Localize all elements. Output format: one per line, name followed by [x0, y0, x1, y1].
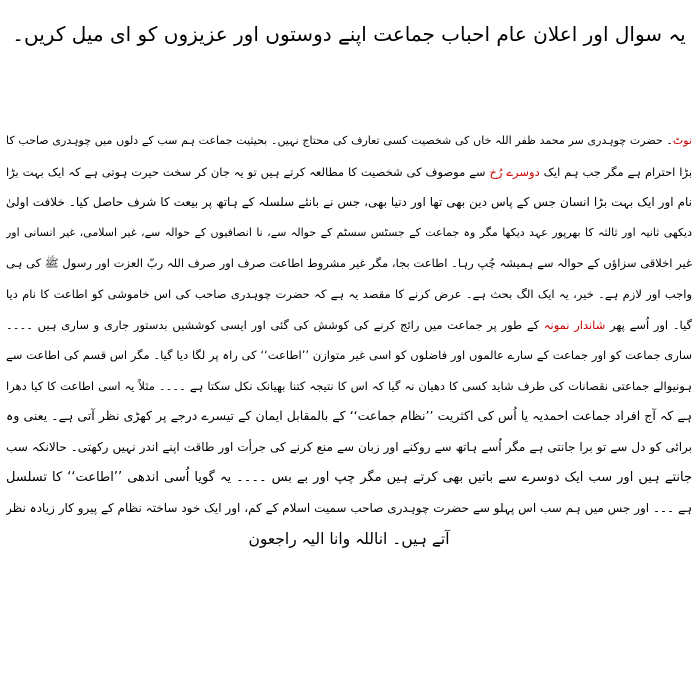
highlighted-phrase: شاندار نمونہ: [543, 317, 606, 332]
text-line-4: دیکھی ثانیہ اور ثالثہ کا بھرپور عہد دیکھا مگر وہ جماعت کے جسٹس سسٹم کے حوالہ سے، نا انصافیوں کے حوالہ سے، غیر اسلامی، غیر انسانی اور: [6, 225, 692, 239]
text-line-6: واجب اور لازم ہے۔ خیر، یہ ایک الگ بحث ہے۔ عرض کرنے کا مقصد یہ ہے کہ حضرت چوہدری صاحب کی اس خاموشی کو اطاعت کا نام دیا: [6, 286, 692, 301]
text-line-3: نام اور ایک بہت بڑا انسان جس کے پاس دین بھی تھا اور دنیا بھی، جس نے بانئے سلسلہ کے ہاتھ پر بیعت کا شرف حاصل کیا۔ خلافت اولیٰ: [6, 195, 692, 210]
text-line-11: برائی کو دل سے تو برا جانتی ہے مگر اُسے ہاتھ سے روکنے اور زبان سے منع کرنے کی جرأت اور طاقت اپنے اندر نہیں رکھتی۔ حالانکہ سب: [6, 439, 692, 454]
line-text: کے طور پر جماعت میں رائج کرنے کی کوشش کی گئی اور ایسی کوششیں بدستور جاری و ساری ہیں ۔۔۔۔: [6, 317, 540, 332]
text-line-13: ہے ۔۔۔ اور جس میں ہم سب اس پہلو سے حضرت چوہدری صاحب سمیت اسلام کے کم، اور ایک خود ساختہ نظام کے پیرو کار زیادہ نظر: [6, 501, 692, 516]
text-line-1: [6, 126, 692, 157]
line-text: گیا۔ اور اُسے پھر: [610, 317, 692, 332]
page-title: یہ سوال اور اعلان عام احباب جماعت اپنے دوستوں اور عزیزوں کو ای میل کریں۔: [12, 22, 686, 46]
text-line-2: [6, 157, 692, 188]
text-line-9: ہونیوالے جماعتی نقصانات کی طرف شاید کسی کا دھیان نہ گیا کہ اس کا نتیجہ کتنا بھیانک نکل سکتا ہے ۔۔۔۔ مثلاً یہ اسی اطاعت کا کیا دھرا: [6, 378, 692, 393]
line-text: بڑا احترام ہے مگر جب ہم ایک: [543, 164, 692, 179]
line-text: ۔ حضرت چوہدری سر محمد ظفر اللہ خاں کی شخصیت کسی تعارف کی محتاج نہیں۔ بحیثیت جماعت ہم سب کے دلوں میں چوہدری صاحب کا: [6, 134, 673, 147]
note-paragraph: [6, 126, 692, 554]
line-text: سے موصوف کی شخصیت کا مطالعہ کرتے ہیں تو یہ جان کر سخت حیرت ہوتی ہے کہ ایک بہت بڑا: [6, 164, 486, 179]
text-line-12: جانتے ہیں اور سب ایک دوسرے سے باتیں بھی کرتے ہیں مگر چپ اور بے بس ۔۔۔۔ یہ گویا اُسی اندھی ’’اطاعت‘‘ کا تسلسل: [6, 469, 692, 485]
text-line-7: [6, 310, 692, 341]
note-label: نوٹ: [672, 134, 692, 147]
text-line-8: ساری جماعت کو اور جماعت کے سارے عالموں اور فاضلوں کو اسی غیر متوازن ’’اطاعت‘‘ کی راہ پر لگا دیا گیا۔ مگر اس قسم کی اطاعت سے: [6, 348, 692, 363]
highlighted-phrase: دوسرے رُخ: [489, 164, 540, 179]
text-line-14: آتے ہیں۔ اناللہ وانا الیہ راجعون: [248, 529, 450, 548]
text-line-10: ہے کہ آج افراد جماعت احمدیہ یا اُس کی اکثریت ’’نظام جماعت‘‘ کے بالمقابل ایمان کے تیسرے درجے پر کھڑی نظر آتی ہے۔ یعنی وہ: [6, 408, 692, 424]
text-line-5: غیر اخلاقی سزاؤں کے حوالہ سے ہمیشہ چُپ رہا۔ اطاعت بجا، مگر غیر مشروط اطاعت صرف اور صرف اللہ ربّ العزت اور رسول ﷺ کی ہی: [6, 256, 692, 271]
